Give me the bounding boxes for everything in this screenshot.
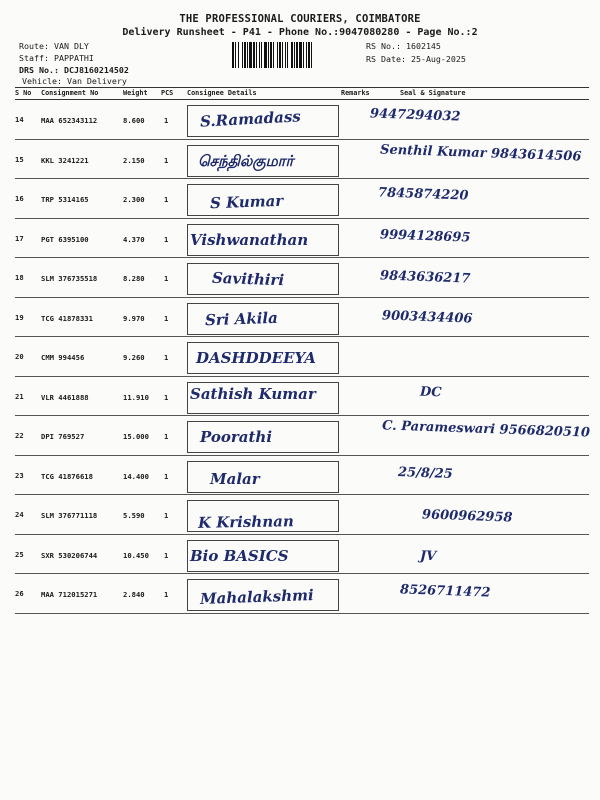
table-body: [15, 100, 589, 614]
weight-value: 2.300: [123, 195, 145, 204]
pieces-count: 1: [164, 274, 169, 283]
weight-value: 10.450: [123, 550, 149, 560]
pieces-count: 1: [164, 234, 169, 244]
weight-value: 8.280: [123, 274, 145, 283]
signature-handwriting: JV: [419, 548, 437, 564]
rs-date: RS Date: 25-Aug-2025: [366, 54, 466, 64]
table-row: [15, 179, 589, 219]
row-sno: 16: [15, 194, 24, 203]
weight-value: 11.910: [123, 392, 149, 402]
table-row: [15, 416, 589, 456]
runsheet-table: [15, 87, 589, 614]
signature-handwriting: 8526711472: [399, 582, 491, 601]
signature-handwriting: C. Parameswari 9566820510: [381, 418, 591, 441]
row-sno: 26: [15, 589, 24, 598]
weight-value: 15.000: [123, 432, 149, 441]
consignment-number: DPI 769527: [41, 432, 85, 441]
consignee-handwriting: Poorathi: [200, 428, 273, 446]
row-sno: 15: [15, 154, 24, 164]
weight-value: 2.840: [123, 590, 145, 599]
consignee-handwriting: DASHDDEEYA: [196, 349, 316, 367]
consignee-handwriting: Malar: [210, 469, 260, 488]
weight-value: 5.590: [123, 511, 145, 520]
weight-value: 14.400: [123, 471, 149, 481]
col-header-remarks: Remarks: [341, 89, 370, 97]
consignment-number: SLM 376771118: [41, 511, 98, 520]
consignee-handwriting: Bio BASICS: [190, 546, 289, 565]
table-header: [15, 87, 589, 100]
consignee-handwriting: Sri Akila: [204, 308, 279, 329]
row-sno: 23: [15, 470, 24, 480]
col-header-signature: Seal & Signature: [400, 89, 466, 97]
consignment-number: MAA 712015271: [41, 590, 98, 599]
row-sno: 21: [15, 391, 24, 401]
rs-number: RS No.: 1602145: [366, 41, 441, 51]
consignee-handwriting: K Krishnan: [197, 512, 294, 532]
pieces-count: 1: [164, 590, 169, 599]
consignment-number: KKL 3241221: [41, 155, 89, 165]
table-row: [15, 377, 589, 417]
row-sno: 20: [15, 352, 24, 361]
table-row: [15, 100, 589, 140]
consignee-handwriting: Savithiri: [211, 268, 285, 290]
pieces-count: 1: [164, 432, 169, 441]
pieces-count: 1: [164, 511, 169, 520]
row-sno: 18: [15, 273, 24, 282]
signature-handwriting: 9600962958: [421, 507, 513, 526]
row-sno: 24: [15, 510, 24, 519]
row-sno: 22: [15, 431, 24, 440]
pieces-count: 1: [164, 195, 169, 204]
staff-label: Staff: PAPPATHI: [19, 53, 94, 63]
table-row: [15, 219, 589, 259]
table-row: [15, 535, 589, 575]
vehicle-label: Vehicle: Van Delivery: [22, 76, 127, 86]
page-subtitle: Delivery Runsheet - P41 - Phone No.:9047080280 - Page No.:2: [122, 27, 478, 38]
pieces-count: 1: [164, 392, 169, 402]
weight-value: 4.370: [123, 234, 145, 244]
route-label: Route: VAN DLY: [19, 41, 89, 51]
table-row: [15, 337, 589, 377]
row-sno: 17: [15, 233, 24, 243]
col-header-consignee: Consignee Details: [187, 89, 257, 97]
pieces-count: 1: [164, 471, 169, 481]
col-header-sno: S No: [15, 89, 32, 97]
signature-handwriting: 25/8/25: [397, 464, 453, 482]
row-sno: 19: [15, 312, 24, 322]
barcode-bar: [312, 42, 313, 68]
table-row: [15, 574, 589, 614]
consignment-number: TCG 41878331: [41, 313, 93, 323]
consignee-handwriting: Sathish Kumar: [190, 384, 316, 403]
pieces-count: 1: [164, 155, 169, 165]
consignment-number: PGT 6395100: [41, 234, 89, 244]
weight-value: 9.260: [123, 353, 145, 362]
consignee-handwriting: Mahalakshmi: [199, 586, 314, 608]
consignment-number: SLM 376735518: [41, 274, 98, 283]
consignment-number: TCG 41876618: [41, 471, 93, 481]
consignee-handwriting: Vishwanathan: [190, 230, 309, 249]
weight-value: 8.600: [123, 116, 145, 125]
table-row: [15, 456, 589, 496]
signature-handwriting: 9843636217: [379, 268, 471, 287]
signature-handwriting: 9447294032: [369, 106, 461, 125]
table-row: [15, 495, 589, 535]
weight-value: 9.970: [123, 313, 145, 323]
pieces-count: 1: [164, 313, 169, 323]
consignment-number: CMM 994456: [41, 353, 85, 362]
col-header-weight: Weight: [123, 89, 148, 97]
signature-handwriting: DC: [419, 384, 442, 400]
signature-handwriting: Senthil Kumar 9843614506: [379, 141, 582, 165]
consignment-number: TRP 5314165: [41, 195, 89, 204]
row-sno: 25: [15, 549, 24, 559]
signature-handwriting: 9994128695: [379, 226, 471, 246]
barcode: [232, 42, 360, 68]
pieces-count: 1: [164, 116, 169, 125]
table-row: [15, 140, 589, 180]
table-row: [15, 298, 589, 338]
consignee-handwriting: S.Ramadass: [199, 107, 302, 131]
signature-handwriting: 9003434406: [381, 307, 473, 327]
pieces-count: 1: [164, 353, 169, 362]
row-sno: 14: [15, 115, 24, 124]
table-row: [15, 258, 589, 298]
consignment-number: SXR 530206744: [41, 550, 98, 560]
weight-value: 2.150: [123, 155, 145, 165]
page-title: THE PROFESSIONAL COURIERS, COIMBATORE: [179, 13, 421, 25]
pieces-count: 1: [164, 550, 169, 560]
consignment-number: MAA 652343112: [41, 116, 98, 125]
drs-label: DRS No.: DCJ8160214502: [19, 65, 129, 75]
col-header-pcs: PCS: [161, 89, 174, 97]
col-header-consignment: Consignment No: [41, 89, 99, 97]
consignment-number: VLR 4461888: [41, 392, 89, 402]
signature-handwriting: 7845874220: [377, 185, 469, 204]
consignee-handwriting: S Kumar: [209, 191, 284, 213]
consignee-handwriting: செந்தில்குமார்: [198, 151, 294, 170]
